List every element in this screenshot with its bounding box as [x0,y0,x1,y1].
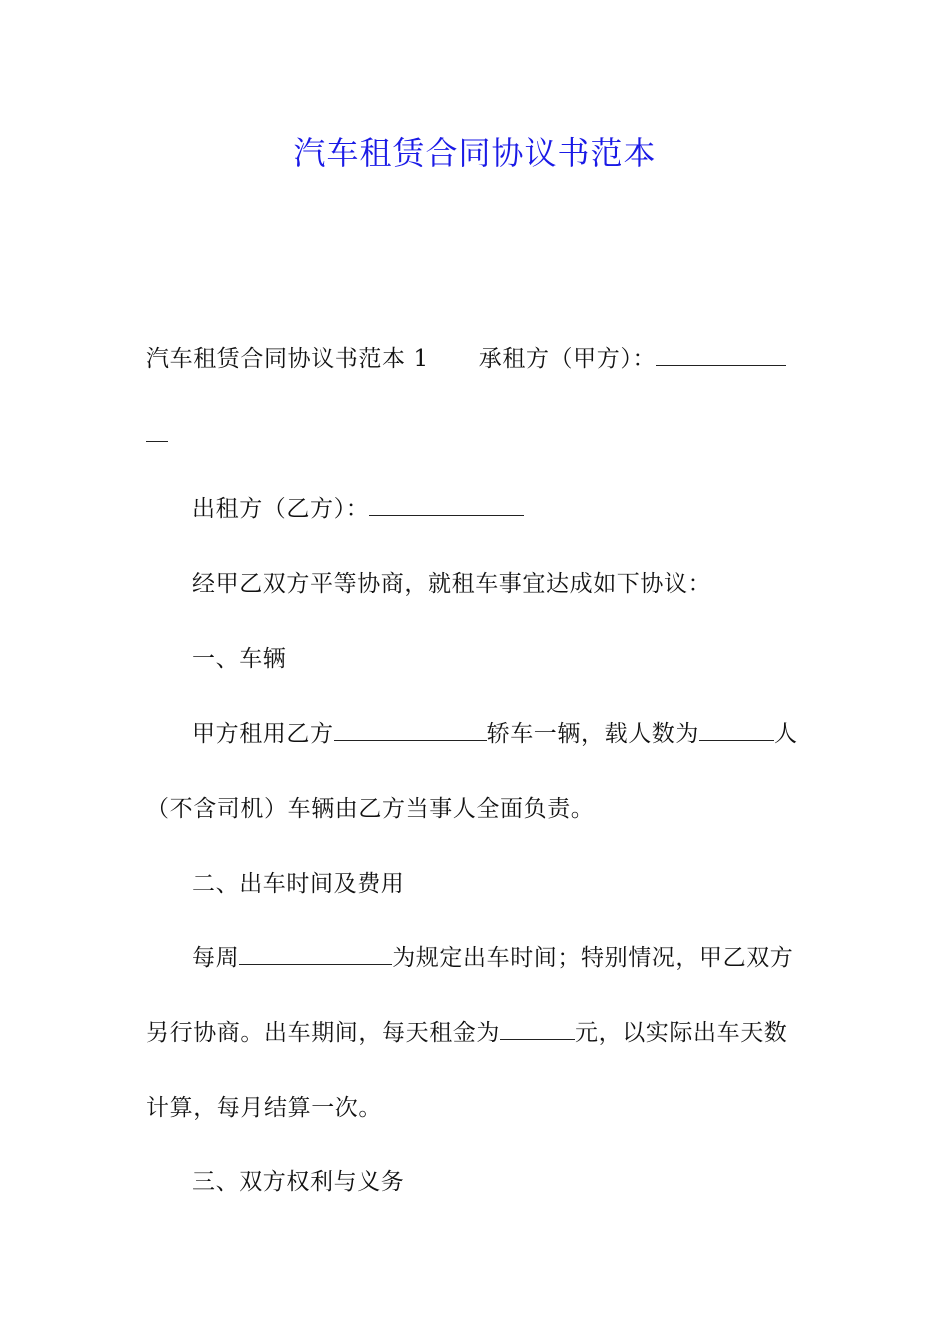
party-b-line [192,493,524,525]
section2-text-d: 元，以实际出车天数 [575,1020,788,1046]
party-a-blank-tail [146,419,168,442]
party-a-blank [656,343,786,366]
intro-paragraph: 经甲乙双方平等协商，就租车事宜达成如下协议： [192,571,712,597]
party-b-label: 出租方（乙方）： [192,496,370,522]
section1-paragraph-line2: （不含司机）车辆由乙方当事人全面负责。 [146,796,595,822]
section1-paragraph-line1 [192,718,798,750]
section2-paragraph-line1 [192,942,793,974]
sample-label: 汽车租赁合同协议书范本 1 [146,346,429,372]
party-a-label: 承租方（甲方）： [478,346,657,372]
section1-text-b: 轿车一辆，载人数为 [486,721,700,747]
heading-line [146,343,786,375]
section2-text-c: 另行协商。出车期间，每天租金为 [146,1020,500,1046]
party-a-blank-continuation [146,419,168,451]
section2-paragraph-line3: 计算，每月结算一次。 [146,1095,382,1121]
section1-title: 一、车辆 [192,646,287,672]
passenger-count-blank [699,718,774,741]
section2-paragraph-line2 [146,1017,787,1049]
section2-text-b: 为规定出车时间；特别情况，甲乙双方 [392,945,794,971]
daily-rent-blank [500,1017,575,1040]
section2-title: 二、出车时间及费用 [192,871,405,897]
section1-text-a: 甲方租用乙方 [192,721,334,747]
weekly-time-blank [239,942,392,965]
document-title: 汽车租赁合同协议书范本 [293,134,657,172]
section1-text-c: 人 [774,721,798,747]
section3-title: 三、双方权利与义务 [192,1169,405,1195]
party-b-blank [369,493,524,516]
section2-text-a: 每周 [192,945,240,971]
car-model-blank [334,718,487,741]
